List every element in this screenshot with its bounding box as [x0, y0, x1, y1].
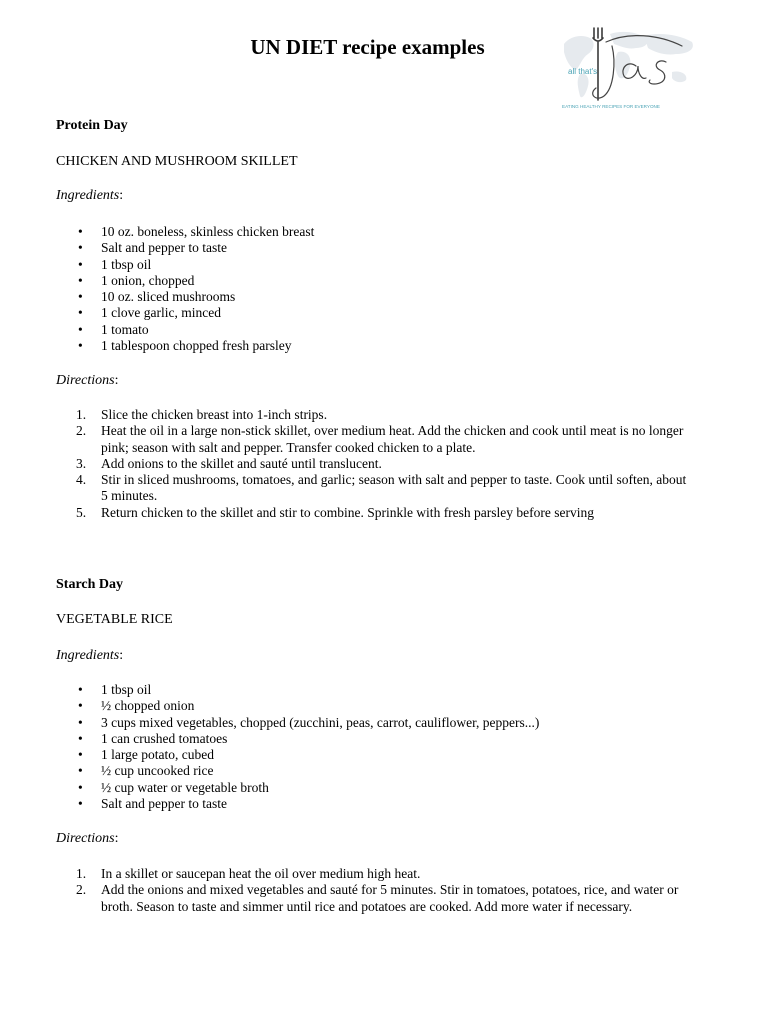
list-item: • ½ chopped onion: [78, 698, 195, 714]
list-item: • Salt and pepper to taste: [78, 796, 227, 812]
list-item: • 1 tomato: [78, 321, 149, 337]
section-heading-protein-day: Protein Day: [56, 118, 128, 133]
brand-logo: [558, 22, 700, 114]
list-item: 4. Stir in sliced mushrooms, tomatoes, and garlic; season with salt and pepper to taste. Cook until soften, about 5 minutes.: [76, 472, 687, 504]
list-item: • 1 clove garlic, minced: [78, 305, 221, 321]
list-item: • 10 oz. sliced mushrooms: [78, 289, 236, 305]
list-item: • 10 oz. boneless, skinless chicken breast: [78, 224, 315, 239]
directions-list: [56, 866, 696, 915]
ingredients-label: Ingredients:: [56, 648, 124, 663]
list-item: 3. Add onions to the skillet and sauté until translucent.: [76, 455, 382, 471]
list-item: 1. In a skillet or saucepan heat the oil over medium high heat.: [76, 866, 421, 881]
list-item: • 1 onion, chopped: [78, 272, 195, 288]
list-item: • ½ cup uncooked rice: [78, 763, 214, 779]
list-item: 5. Return chicken to the skillet and stir to combine. Sprinkle with fresh parsley before serving: [76, 504, 595, 520]
list-item: • ½ cup water or vegetable broth: [78, 779, 269, 795]
logo-small-text: all that's: [568, 67, 598, 76]
fork-logo-icon: [558, 22, 700, 114]
list-item: • 1 tablespoon chopped fresh parsley: [78, 338, 292, 354]
recipe-name: VEGETABLE RICE: [56, 612, 173, 627]
directions-list: [56, 407, 696, 521]
directions-label: Directions:: [56, 831, 119, 846]
logo-tagline: EATING HEALTHY RECIPES FOR EVERYONE: [562, 104, 660, 109]
list-item: • 1 can crushed tomatoes: [78, 730, 228, 746]
list-item: • 1 tbsp oil: [78, 256, 152, 272]
list-item: 1. Slice the chicken breast into 1-inch strips.: [76, 407, 328, 422]
page-title: UN DIET recipe examples: [250, 35, 485, 59]
recipe-name: CHICKEN AND MUSHROOM SKILLET: [56, 154, 298, 169]
directions-label: Directions:: [56, 373, 119, 388]
list-item: 2. Heat the oil in a large non-stick skillet, over medium heat. Add the chicken and cook until meat is no longer pink; season with salt and pepper. Transfer cooked chicken to a plate.: [76, 423, 684, 455]
ingredients-label: Ingredients:: [56, 188, 124, 203]
section-heading-starch-day: Starch Day: [56, 577, 124, 592]
ingredients-list: [56, 224, 696, 354]
list-item: • Salt and pepper to taste: [78, 240, 227, 256]
list-item: • 3 cups mixed vegetables, chopped (zucchini, peas, carrot, cauliflower, peppers...): [78, 714, 540, 730]
list-item: 2. Add the onions and mixed vegetables and sauté for 5 minutes. Stir in tomatoes, potatoes, rice, and water or broth. Season to taste and simmer until rice and potatoes are cooked. Add more water if necessary.: [76, 882, 679, 914]
list-item: • 1 tbsp oil: [78, 682, 152, 697]
ingredients-list: [56, 682, 696, 812]
list-item: • 1 large potato, cubed: [78, 747, 214, 763]
